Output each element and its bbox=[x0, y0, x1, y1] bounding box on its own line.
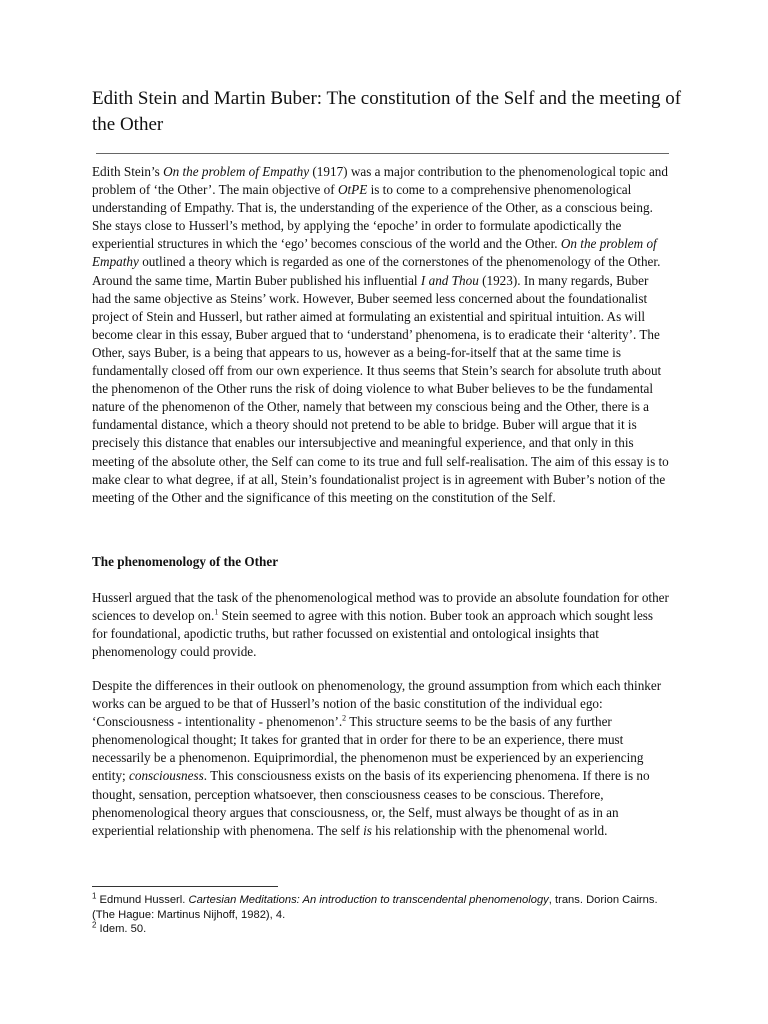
fn1-book-title: Cartesian Meditations: An introduction to transcendental phenomenology bbox=[188, 894, 549, 906]
footnote-2 bbox=[92, 922, 672, 937]
title-divider bbox=[96, 153, 669, 154]
p4-text-d: . This consciousness exists on the basis of its experiencing phenomena. If there is no thought, sensation, perception whatsoever, then consciousness ceases to be conscious. Therefore, phenomenological theory argues that consciousness, or, the Self, must always be thought of as in an experiential relationship with phenomena. The self bbox=[92, 768, 650, 838]
p4-emphasis-is: is bbox=[363, 822, 372, 838]
document-title: Edith Stein and Martin Buber: The constitution of the Self and the meeting of the Other bbox=[92, 88, 682, 135]
p2-text-c: (1923). In many regards, Buber had the same objective as Steins’ work. However, Buber seemed less concerned about the foundationalist project of Stein and Husserl, but rather aimed at formulating an existential and spiritual intuition. As will become clear in this essay, Buber argued that to ‘understand’ phenomena, is to eradicate their ‘alterity’. The Other, says Buber, is a being that appears to us, however as a being-for-itself that at the same time is fundamentally closed off from our own experience. It thus seems that Stein’s search for absolute truth about the phenomenon of the Other runs the risk of doing violence to what Buber believes to be the fundamental nature of the phenomenon of the Other, namely that between my conscious being and the Other, there is a fundamental distance, which a theory should not pretend to be able to bridge. Buber will argue that it is precisely this distance that enables our intersubjective and meaningful experience, and that only in this meeting of the absolute other, the Self can come to its true and full self-realisation. The aim of this essay is to make clear to what degree, if at all, Stein’s foundationalist project is in agreement with Buber’s notion of the meeting of the Other and the significance of this meeting on the constitution of the Self. bbox=[92, 272, 669, 505]
footnotes bbox=[92, 893, 672, 937]
footnote-1 bbox=[92, 893, 672, 922]
p3-text-b: Stein seemed to agree with this notion. Buber took an approach which sought less for foundational, apodictic truths, but rather focussed on existential and ontological insights that phenomenology could provide. bbox=[92, 608, 654, 660]
p1-text-c: (1917) was a major contribution to the phenomenological topic and problem of ‘the Other’. The main objective of bbox=[92, 164, 668, 198]
p4-text-b: This structure seems to be the basis of any further phenomenological thought; It takes for granted that in order for there to be an experience, there must necessarily be a phenomenon. Equiprimordial, the phenomenon must be experienced by an experiencing entity; bbox=[92, 714, 644, 784]
p1-book-title-2: On the problem of Empathy bbox=[92, 236, 657, 270]
p1-book-title: On the problem of Empathy bbox=[163, 164, 310, 179]
p4-text-a: Despite the differences in their outlook on phenomenology, the ground assumption from which each thinker works can be argued to be that of Husserl’s notion of the basic constitution of the individual ego: ‘Consciousness - intentionality - phenomenon’. bbox=[92, 678, 662, 730]
p3-text-a: Husserl argued that the task of the phenomenological method was to provide an absolute foundation for other sciences to develop on. bbox=[92, 590, 669, 624]
footnote-mark-2: 2 bbox=[92, 920, 97, 930]
fn2-text-a: Idem. 50. bbox=[96, 923, 147, 935]
footnote-divider bbox=[92, 886, 278, 887]
p2-text-a: Around the same time, Martin Buber published his influential bbox=[92, 272, 421, 288]
paragraph-1 bbox=[92, 164, 668, 269]
p2-book-title: I and Thou bbox=[420, 272, 479, 288]
fn1-text-c: , trans. Dorion Cairns. (The Hague: Martinus Nijhoff, 1982), 4. bbox=[92, 894, 658, 921]
p4-emphasis-consciousness: consciousness bbox=[129, 768, 204, 784]
fn1-text-a: Edmund Husserl. bbox=[96, 894, 189, 906]
paragraph-4 bbox=[92, 677, 670, 840]
footnote-ref-1[interactable]: 1 bbox=[214, 607, 219, 617]
intro-section bbox=[92, 163, 670, 507]
footnote-ref-2[interactable]: 2 bbox=[342, 713, 347, 723]
paragraph-3 bbox=[92, 589, 670, 661]
paragraph-2 bbox=[92, 273, 669, 505]
p1-text-g: outlined a theory which is regarded as one of the cornerstones of the phenomenology of the Other. bbox=[138, 254, 661, 270]
section-heading: The phenomenology of the Other bbox=[92, 554, 279, 569]
p1-abbrev: OtPE bbox=[337, 182, 368, 198]
p1-text-e: is to come to a comprehensive phenomenological understanding of Empathy. That is, the understanding of the experience of the Other, as a conscious being. She stays close to Husserl’s method, by applying the ‘epoche’ in order to formulate apodictically the experiential structures in which the ‘ego’ becomes conscious of the world and the Other. bbox=[92, 182, 653, 252]
p1-text-a: Edith Stein’s bbox=[92, 164, 164, 179]
footnote-mark-1: 1 bbox=[92, 891, 97, 901]
p4-text-f: his relationship with the phenomenal world. bbox=[371, 822, 608, 838]
